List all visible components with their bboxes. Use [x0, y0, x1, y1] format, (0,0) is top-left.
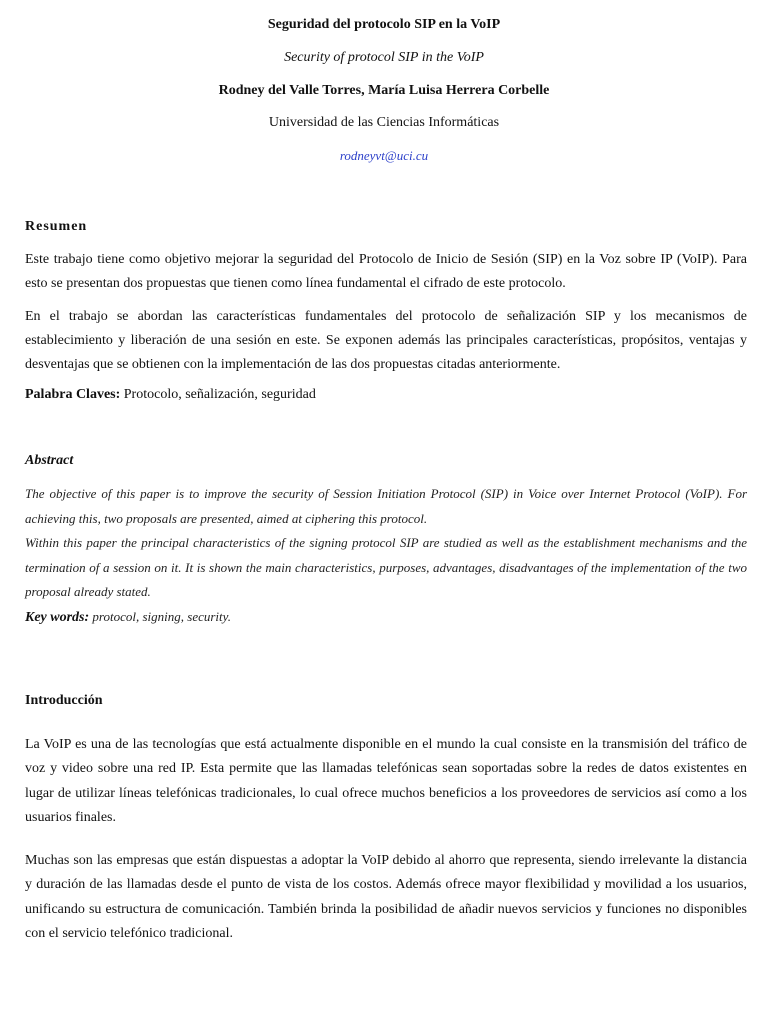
resumen-paragraph-1: Este trabajo tiene como objetivo mejorar la seguridad del Protocolo de Inicio de Sesión (SIP) en la Voz sobre IP (VoIP). Para esto se presentan dos propuestas que tienen como línea fundamental el cifrado de este protocolo.	[25, 252, 747, 291]
abstract-paragraph-1: The objective of this paper is to improve the security of Session Initiation Protocol (SIP) in Voice over Internet Protocol (VoIP). For achieving this, two proposals are presented, aimed at ciphering this protocol.	[25, 486, 747, 526]
abstract-keywords-label: Key words:	[25, 609, 90, 625]
abstract-keywords-text: protocol, signing, security.	[89, 608, 231, 624]
resumen-keywords-label: Palabra Claves:	[25, 387, 121, 402]
abstract-heading: Abstract	[25, 453, 74, 468]
paper-title-english: Security of protocol SIP in the VoIP	[284, 50, 484, 65]
affiliation: Universidad de las Ciencias Informáticas	[268, 115, 500, 130]
resumen-paragraph-2: En el trabajo se abordan las características fundamentales del protocolo de señalización SIP y los mecanismos de establecimiento y liberación de una sesión en este. Se exponen además las principales características, propósitos, ventajas y desventajas que se obtienen con la implementación de las dos propuestas citadas anteriormente.	[25, 309, 747, 372]
resumen-keywords	[25, 387, 747, 403]
abstract-body	[25, 482, 747, 630]
introduccion-heading: Introducción	[25, 693, 103, 708]
abstract-keywords	[25, 605, 747, 631]
resumen-heading: Resumen	[25, 219, 88, 234]
introduccion-paragraph-2: Muchas son las empresas que están dispuestas a adoptar la VoIP debido al ahorro que representa, siendo irrelevante la distancia y duración de las llamadas desde el punto de vista de los costos. Además ofrece mayor flexibilidad y movilidad a los usuarios, unificando su estructura de comunicación. También brinda la posibilidad de añadir nuevos servicios y funciones no disponibles con el servicio telefónico tradicional.	[25, 853, 747, 941]
paper-title: Seguridad del protocolo SIP en la VoIP	[267, 17, 501, 32]
author-email-link[interactable]: rodneyvt@uci.cu	[339, 148, 429, 163]
introduccion-paragraph-1: La VoIP es una de las tecnologías que está actualmente disponible en el mundo la cual consiste en la transmisión del tráfico de voz y video sobre una red IP. Esta permite que las llamadas telefónicas sean soportadas sobre la redes de datos existentes en lugar de utilizar líneas telefónicas tradicionales, lo cual ofrece muchos beneficios a los proveedores de servicios así como a los usuarios finales.	[25, 737, 747, 825]
authors: Rodney del Valle Torres, María Luisa Herrera Corbelle	[218, 83, 550, 98]
abstract-paragraph-2: Within this paper the principal characteristics of the signing protocol SIP are studied as well as the establishment mechanisms and the termination of a session on it. It is shown the main characteristics, purposes, advantages, disadvantages of the implementation of the two proposal already stated.	[25, 535, 747, 599]
resumen-keywords-text: Protocolo, señalización, seguridad	[120, 387, 316, 402]
